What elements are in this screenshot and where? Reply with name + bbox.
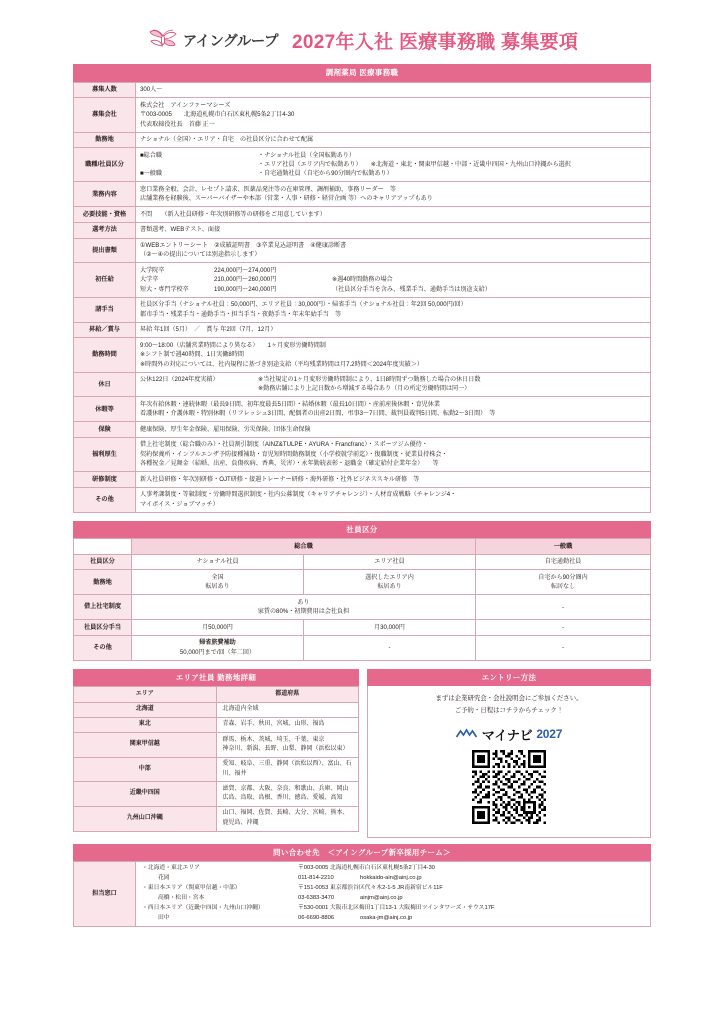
requirements-band: 調剤薬局 医療事務職 (73, 64, 651, 82)
contact-address: 〒530-0001 大阪市北区梅田1丁目13-1 大阪梅田ツインタワーズ・サウス17F (298, 905, 495, 912)
text-line (140, 151, 646, 160)
text-line: 9:00～18:00（店舗営業時間により異なる） 1ヶ月変形労働時間制 (140, 341, 326, 349)
text-line: 青森、岩手、秋田、宮城、山形、福島 (222, 721, 325, 728)
row-value (216, 717, 359, 732)
row-label: 休暇等 (74, 397, 136, 422)
text-line: 昇給 年1回（5月） ／ 賞与 年2回（7月、12月） (140, 326, 277, 334)
holiday-notes (258, 375, 646, 394)
contact-tel-email (298, 914, 650, 924)
cell-national: 月50,000円 (132, 620, 304, 636)
row-value (136, 297, 651, 322)
job-type-label (140, 160, 258, 169)
table-row (74, 595, 651, 620)
holiday-count: 公休122日（2024年度実績） (140, 376, 219, 383)
requirements-table (73, 82, 651, 513)
contact-email[interactable]: osaka-jm@ainj.co.jp (360, 915, 413, 922)
row-label: 関東甲信越 (74, 733, 217, 758)
row-label: 選考方法 (74, 222, 136, 238)
area-band: エリア社員 勤務地詳細 (73, 669, 359, 687)
text-line: 愛知、岐阜、三重、静岡（浜松以西）、富山、石川、福井 (222, 761, 352, 777)
table-header-row (74, 539, 651, 555)
text-line (140, 275, 646, 284)
text-line: 広島、鳥取、島根、香川、徳島、愛媛、高知 (222, 795, 343, 802)
row-label: 社員区分 (74, 554, 132, 570)
table-row (74, 757, 359, 782)
contact-value (136, 862, 651, 927)
table-row (74, 397, 651, 422)
text-line: （②～④の提出については別途指示します） (140, 251, 261, 259)
contact-person: 田中 (158, 915, 170, 922)
text-line: 契約保養所・インフルエンザ予防接種補助・育児短時間勤務制度（小学校就学前迄）・復職制度・従業員持株会・ (140, 450, 448, 458)
row-label: 初任給 (74, 263, 136, 297)
text-line: 社員区分手当（ナショナル社員：50,000円、エリア社員：30,000円）・帰省手当（ナショナル社員：年2回 50,000円/回） (140, 301, 467, 309)
salary-amount: 224,000円～274,000円 (214, 266, 277, 274)
mynavi-logo[interactable] (372, 725, 646, 744)
row-value (136, 182, 651, 207)
row-value (136, 487, 651, 512)
text-line: 300人～ (140, 86, 163, 94)
cell-home: 自宅通勤社員 (476, 554, 651, 570)
contact-tel: 011-814-2210 (298, 875, 334, 882)
contact-label: 担当窓口 (74, 862, 136, 927)
cell-national (132, 570, 304, 595)
text-line: 山口、福岡、佐賀、長崎、大分、宮崎、熊本、鹿児島、沖縄 (222, 810, 349, 826)
job-type-desc: ・自宅通勤社員（自宅から90分圏内で転勤あり） (258, 170, 393, 178)
text-line: ※当社規定の1ヶ月変形労働時間制により、1日8時間ずつ勤務した場合の休日日数 (258, 376, 481, 383)
cell-home (476, 570, 651, 595)
contact-tel-email (298, 874, 650, 884)
mynavi-year: 2027 (536, 727, 563, 742)
row-label: 休日 (74, 372, 136, 397)
table-row (74, 472, 651, 488)
text-line: 自宅から90分圏内 (538, 573, 588, 581)
header-ippan: 一般職 (476, 539, 651, 555)
contact-email[interactable]: ainjm@ainj.co.jp (360, 895, 403, 902)
area-table (73, 686, 359, 831)
salary-amount: 190,000円～240,000円 (214, 285, 277, 293)
row-label: 福利厚生 (74, 437, 136, 471)
header-sogo: 総合職 (132, 539, 476, 555)
text-line: 50,000円まで/回（年二回） (179, 648, 256, 656)
row-value (216, 733, 359, 758)
row-label: 借上社宅制度 (74, 595, 132, 620)
text-line: マイボイス・ジョブマッチ） (140, 500, 219, 508)
text-line: 帰省旅費補助 (199, 639, 236, 647)
contact-tel-email (298, 894, 650, 904)
text-line: 各種祝金／見舞金（結婚、出産、負傷疾病、香典、災害）・永年勤続表彰・退職金（確定給付企業年金） 等 (140, 460, 439, 468)
salary-note: （社員区分手当を含み、残業手当、通勤手当は別途支給） (332, 285, 491, 293)
table-header-row (74, 687, 359, 702)
row-value (136, 132, 651, 148)
entry-line-2: ご予約・日程はコチラからチェック！ (454, 707, 564, 715)
row-value (136, 98, 651, 132)
text-line: ※勤務店舗により上記日数から増減する場合あり（月の所定労働時間は同一） (258, 385, 471, 393)
text-line: 全国 (211, 573, 224, 581)
table-row (74, 487, 651, 512)
table-row (74, 132, 651, 148)
table-row (74, 806, 359, 831)
cell-area: - (304, 635, 476, 660)
page-title: 2027年入社 医療事務職 募集要項 (292, 32, 579, 53)
text-line: 店舗業務を経験後、スーパーバイザーや本部（営業・人事・研修・経営企画 等）へのキャリアアップもあり (140, 195, 433, 203)
contact-person: 高橋・松田・宮本 (158, 895, 205, 902)
contact-region: ・東日本エリア（関東甲信越・中部） (142, 885, 241, 892)
row-label: 東北 (74, 717, 217, 732)
table-row (74, 338, 651, 372)
row-value (136, 397, 651, 422)
cell-home: - (476, 635, 651, 660)
qr-code[interactable] (472, 750, 546, 824)
text-line: あり (297, 598, 310, 606)
row-value (136, 82, 651, 98)
contact-address: 〒003-0005 北海道札幌市白石区東札幌5条2丁目4-30 (298, 865, 435, 872)
text-line: 転居なし (550, 583, 576, 591)
row-label: 募集会社 (74, 98, 136, 132)
text-line: ナショナル（全国）・エリア・自宅 の社員区分に合わせて配属 (140, 136, 314, 144)
text-line (140, 169, 646, 178)
cell-national: ナショナル社員 (132, 554, 304, 570)
classification-section (73, 521, 651, 661)
row-label: 業務内容 (74, 182, 136, 207)
text-line (140, 266, 646, 275)
table-row (74, 782, 359, 807)
contact-band: 問い合わせ先 ＜アイングループ新卒採用チーム＞ (73, 844, 651, 862)
row-label: 提出書類 (74, 238, 136, 263)
contact-region: ・北海道・東北エリア (142, 865, 200, 872)
education-level: 短大・専門学校卒 (140, 285, 189, 293)
row-value (136, 338, 651, 372)
table-row (74, 222, 651, 238)
text-line: 滋賀、京都、大阪、奈良、和歌山、兵庫、岡山 (222, 785, 349, 792)
ain-group-logo (146, 28, 278, 54)
contact-tel: 03-6383-3470 (298, 895, 335, 902)
area-detail-section (73, 669, 359, 834)
contact-person: 花岡 (158, 875, 170, 882)
row-label: 必要技能・資格 (74, 207, 136, 223)
row-value (216, 702, 359, 717)
row-value (136, 472, 651, 488)
mynavi-wave-icon (456, 728, 478, 740)
row-value (136, 422, 651, 438)
text-line: 神奈川、新潟、長野、山梨、静岡（浜松以東） (222, 745, 349, 752)
row-label: 勤務地 (74, 570, 132, 595)
salary-note (332, 266, 646, 275)
contact-email[interactable]: hokkaido-ain@ainj.co.jp (360, 875, 422, 882)
table-row (74, 717, 359, 732)
text-line: 新入社員研修・年次別研修・OJT研修・接遇トレーナー研修・海外研修・社外ビジネススキル研修 等 (140, 475, 420, 483)
table-row (74, 297, 651, 322)
table-row-salary (74, 263, 651, 297)
row-label: 研修制度 (74, 472, 136, 488)
cell-area: 月30,000円 (304, 620, 476, 636)
row-value (136, 207, 651, 223)
job-type-desc: ・エリア社員（エリア内で転勤あり） ※北海道・東北・関東甲信越・中部・近畿中四国・九州山口沖縄から選択 (258, 161, 571, 169)
contact-table (73, 861, 651, 927)
table-row (74, 148, 651, 182)
text-line: 都市手当・残業手当・通勤手当・担当手当・夜勤手当・年末年始手当 等 (140, 310, 342, 318)
contact-tel: 06-6690-8806 (298, 915, 335, 922)
job-type-desc: ・ナショナル社員（全国転勤あり） (258, 151, 355, 159)
mynavi-label: マイナビ (481, 727, 533, 743)
text-line: 選択したエリア内 (365, 573, 414, 581)
table-row (74, 422, 651, 438)
education-level: 大学卒 (140, 276, 159, 284)
text-line: 転居あり (205, 583, 230, 591)
row-value (136, 238, 651, 263)
table-row (74, 733, 359, 758)
header-pref: 都道府県 (216, 687, 359, 702)
text-line: 転居あり (377, 583, 402, 591)
education-level: 大学院卒 (140, 266, 165, 274)
text-line: 年次有給休暇・連続休暇（最長9日間、初年度最長5日間）・結婚休暇（最長10日間）・産前産後休暇・育児休業 (140, 400, 440, 408)
logo-text: アイングループ (182, 34, 278, 50)
page-header (0, 0, 724, 64)
text-line (140, 375, 646, 394)
text-line: 健康保険、厚生年金保険、雇用保険、労災保険、団体生命保険 (140, 425, 311, 433)
text-line: 群馬、栃木、茨城、埼玉、千葉、東京 (222, 736, 325, 743)
table-row (74, 554, 651, 570)
text-line: ※シフト制で週40時間、1日実働8時間 (140, 351, 244, 359)
salary-amount: 210,000円～260,000円 (214, 276, 277, 284)
text-line: 北海道内全域 (222, 706, 259, 713)
row-label: 職種/社員区分 (74, 148, 136, 182)
cell-home: - (476, 595, 651, 620)
job-type-label: ■一般職 (140, 170, 162, 178)
table-row (74, 635, 651, 660)
table-row (74, 98, 651, 132)
text-line: 代表取締役社長 首藤 正一 (140, 120, 215, 128)
text-line: 不問 （新入社員研修・年次別研修等の研修をご用意しています） (140, 210, 326, 218)
text-line: ※時間外の対応については、社内規程に基づき別途支給（平均残業時間は月7.2時間＜2024年度実績＞） (140, 360, 423, 368)
table-row (74, 82, 651, 98)
entry-box (367, 686, 651, 838)
contact-section (73, 844, 651, 927)
row-value (216, 757, 359, 782)
row-label: その他 (74, 487, 136, 512)
text-line (140, 160, 646, 169)
text-line: ①WEBエントリーシート ②成績証明書 ③卒業見込証明書 ④健康診断書 (140, 242, 347, 250)
contact-grid (136, 862, 650, 926)
text-line: 窓口業務全般、会計、レセプト請求、医薬品発注等の在庫管理、調剤補助、事務リーダー 等 (140, 185, 396, 193)
text-line (140, 285, 646, 294)
classification-table (73, 538, 651, 660)
table-row (74, 702, 359, 717)
header-area: エリア (74, 687, 217, 702)
row-label: 勤務地 (74, 132, 136, 148)
row-value (136, 372, 651, 397)
cell-merged-housing (132, 595, 476, 620)
job-type-label: ■総合職 (140, 151, 162, 159)
row-value (136, 437, 651, 471)
row-label: 諸手当 (74, 297, 136, 322)
text-line: 書類選考、WEBテスト、面接 (140, 226, 221, 234)
row-value (216, 806, 359, 831)
row-label: 社員区分手当 (74, 620, 132, 636)
table-row (74, 238, 651, 263)
text-line: 家賃の80%・初期費用は会社負担 (257, 608, 350, 616)
row-value (136, 263, 651, 297)
cell-area: エリア社員 (304, 554, 476, 570)
table-row (74, 570, 651, 595)
cell-home: - (476, 620, 651, 636)
table-row-holiday (74, 372, 651, 397)
text-line: 株式会社 アインファーマシーズ (140, 101, 231, 109)
entry-method-section (367, 669, 651, 834)
row-label: 九州山口沖縄 (74, 806, 217, 831)
cell-national (132, 635, 304, 660)
row-label: 昇給／賞与 (74, 322, 136, 338)
table-row (74, 862, 651, 927)
table-row (74, 322, 651, 338)
row-label: その他 (74, 635, 132, 660)
cell-area (304, 570, 476, 595)
table-row (74, 182, 651, 207)
text-line: 〒003-0005 北海道札幌市白石区東札幌5条2丁目4-30 (140, 111, 295, 119)
butterfly-logo-icon (146, 28, 180, 54)
entry-band: エントリー方法 (367, 669, 651, 687)
lower-section (73, 669, 651, 834)
row-value (136, 322, 651, 338)
row-label: 近畿中四国 (74, 782, 217, 807)
row-value (216, 782, 359, 807)
text-line: 借上社宅制度（総合職のみ）・社員割引制度（AINZ&TULPE・AYURA・Francfranc）・スポーツジム優待・ (140, 441, 428, 449)
contact-region: ・西日本エリア（近畿中四国・九州山口沖縄） (142, 905, 264, 912)
salary-note: ※週40時間勤務の場合 (332, 276, 393, 284)
row-label: 中部 (74, 757, 217, 782)
header-blank (74, 539, 132, 555)
text-line: 看護休暇・介護休暇・特別休暇（リフレッシュ3日間、配偶者の出産2日間、弔事3～7日間、裁判員裁判5日間、転勤2～3日間） 等 (140, 410, 496, 418)
entry-line-1: まずは企業研究会・会社説明会にご参加ください。 (435, 695, 583, 703)
table-row (74, 620, 651, 636)
contact-address: 〒151-0053 東京都渋谷区代々木2-1-5 JR南新宿ビル11F (298, 885, 443, 892)
row-label: 勤務時間 (74, 338, 136, 372)
table-row (74, 207, 651, 223)
table-row (74, 437, 651, 471)
row-value (136, 148, 651, 182)
row-label: 募集人数 (74, 82, 136, 98)
row-value (136, 222, 651, 238)
classification-band: 社員区分 (73, 521, 651, 539)
row-label: 保険 (74, 422, 136, 438)
row-label: 北海道 (74, 702, 217, 717)
text-line: 人事考課制度・等級制度・労働時間選択制度・社内公募制度（キャリアチャレンジ）・人材育成戦略（チャレンジ4・ (140, 491, 457, 499)
requirements-section (73, 64, 651, 513)
